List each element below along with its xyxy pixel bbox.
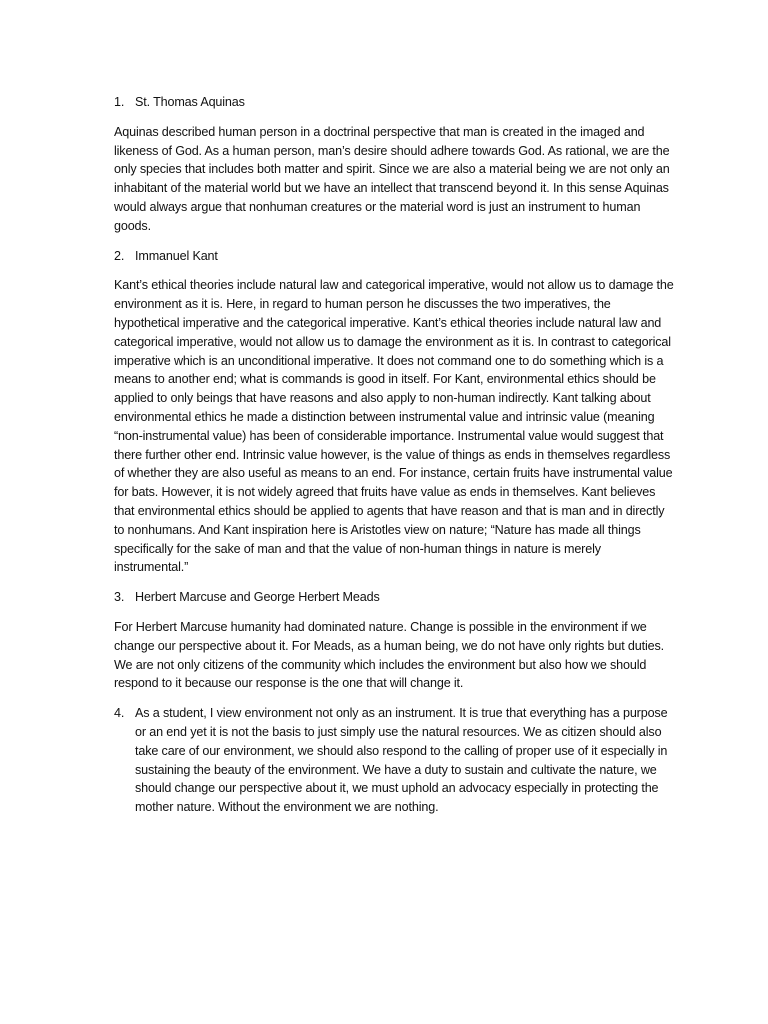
- section-heading-kant: [114, 247, 676, 266]
- section-number: 1.: [114, 95, 125, 109]
- section-paragraph-marcuse-meads: For Herbert Marcuse humanity had dominated nature. Change is possible in the environment if we change our perspective about it. For Meads, as a human being, we do not have only rights but duties. We are not only citizens of the community which includes the environment but also how we should respond to it because our response is the one that will change it.: [114, 619, 664, 691]
- student-view-item: [114, 704, 676, 817]
- section-heading-marcuse-meads: [114, 588, 676, 607]
- section-paragraph-kant: Kant’s ethical theories include natural law and categorical imperative, would not allow us to damage the environment as it is. Here, in regard to human person he discusses the two imperatives, the hypothetical imperative and the categorical imperative. Kant’s ethical theories include natural law and categorical imperative, would not allow us to damage the environment as it is. In contrast to categorical imperative which is an unconditional imperative. It does not command one to do something which is a means to another end; what is commands is good in itself. For Kant, environmental ethics should be applied to only beings that have reasons and also apply to non-human indirectly. Kant talking about environmental ethics he made a distinction between instrumental value and intrinsic value (meaning “non-instrumental value) has been of considerable importance. Instrumental value would suggest that there further other end. Intrinsic value however, is the value of things as ends in themselves regardless of whether they are also useful as means to an end. For instance, certain fruits have instrumental value for bats. However, it is not widely agreed that fruits have value as ends in themselves. Kant believes that environmental ethics should be applied to agents that have reason and that is man and in directly to nonhumans. And Kant inspiration here is Aristotles view on nature; “Nature has made all things specifically for the sake of man and that the value of non-human things in nature is merely instrumental.”: [114, 278, 674, 575]
- student-view-text: As a student, I view environment not only as an instrument. It is true that everything has a purpose or an end yet it is not the basis to just simply use the natural resources. We as citizen should also take care of our environment, we should also respond to the calling of proper use of it especially in sustaining the beauty of the environment. We have a duty to sustain and cultivate the nature, we should change our perspective about it, we must uphold an advocacy especially in protecting the mother nature. Without the environment we are nothing.: [135, 706, 668, 815]
- section-title: St. Thomas Aquinas: [135, 95, 245, 109]
- section-title: Immanuel Kant: [135, 248, 218, 263]
- item-number: 4.: [114, 706, 125, 721]
- section-title: Herbert Marcuse and George Herbert Meads: [135, 590, 380, 605]
- document-page: [114, 93, 676, 817]
- section-paragraph-aquinas: Aquinas described human person in a doctrinal perspective that man is created in the imaged and likeness of God. As a human person, man’s desire should adhere towards God. As rational, we are the only species that includes both matter and spirit. Since we are also a material being we are not only an inhabitant of the material world but we have an intellect that transcend beyond it. In this sense Aquinas would always argue that nonhuman creatures or the material word is just an instrument to human goods.: [114, 124, 670, 233]
- section-heading-aquinas: [114, 93, 676, 112]
- section-number: 3.: [114, 590, 125, 605]
- section-number: 2.: [114, 248, 125, 263]
